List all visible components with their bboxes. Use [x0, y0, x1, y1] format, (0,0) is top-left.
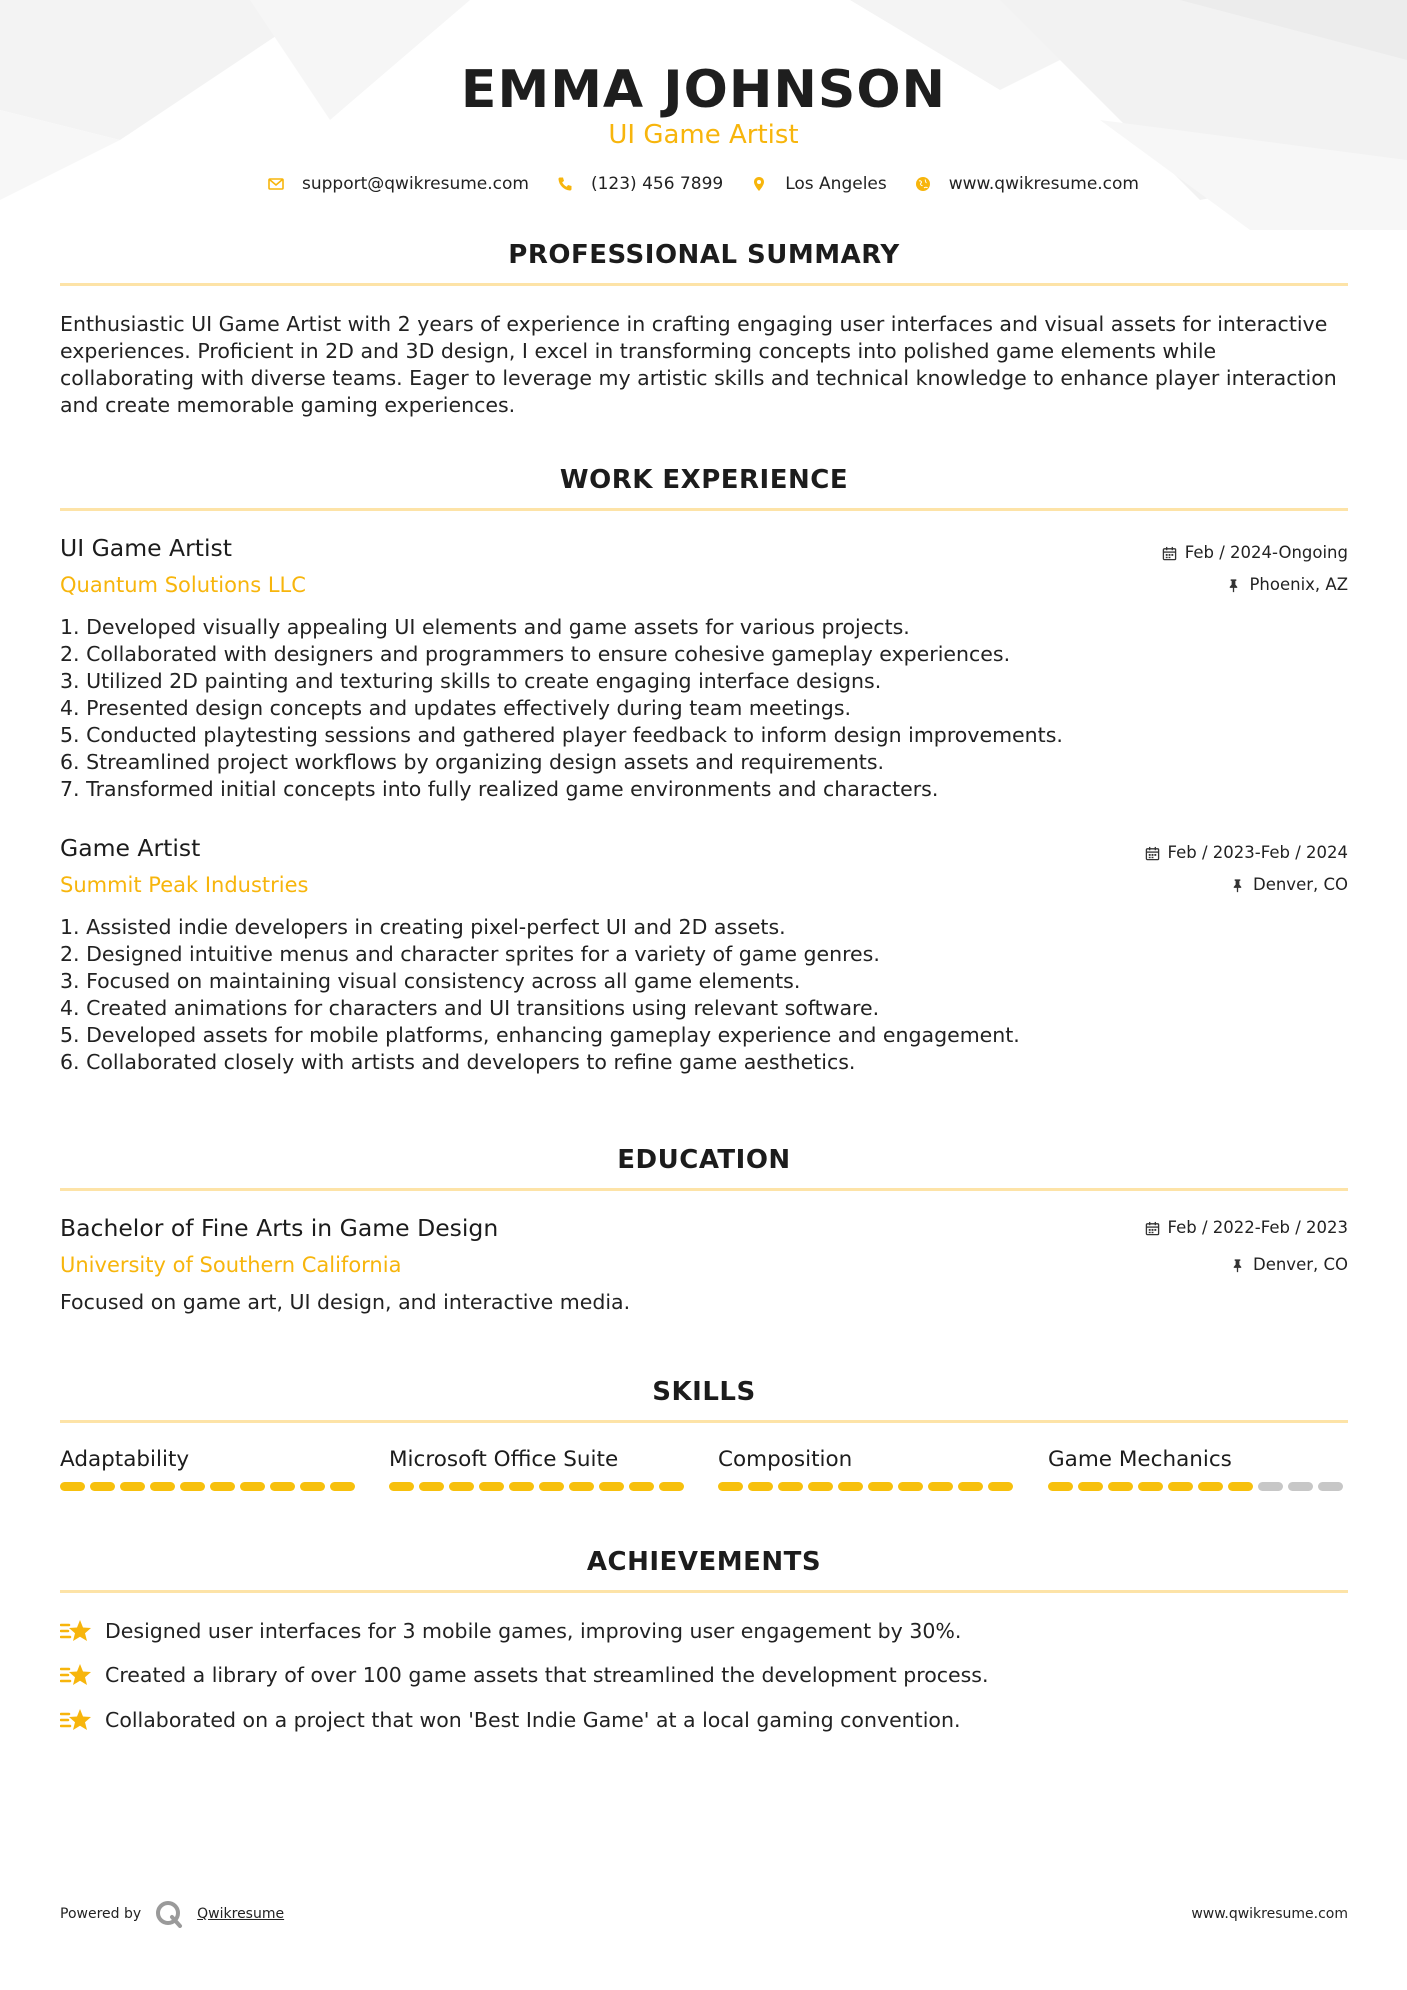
- globe-icon: [915, 176, 931, 192]
- list-item: 2. Collaborated with designers and programmers to ensure cohesive gameplay experiences.: [60, 642, 1011, 666]
- shooting-star-icon: [60, 1706, 92, 1734]
- education-dates: [1145, 1216, 1348, 1240]
- skill-rating-dot: [778, 1482, 803, 1491]
- education-dates-text: Feb / 2022-Feb / 2023: [1167, 1218, 1348, 1237]
- calendar-icon: [1145, 1221, 1160, 1236]
- skill-rating-dot: [539, 1482, 564, 1491]
- footer-website-link[interactable]: www.qwikresume.com: [1191, 1906, 1348, 1922]
- skill-rating-dot: [1078, 1482, 1103, 1491]
- calendar-icon: [1145, 846, 1160, 861]
- list-item: 6. Collaborated closely with artists and developers to refine game aesthetics.: [60, 1050, 856, 1074]
- envelope-icon: [268, 176, 284, 192]
- skill-item: [389, 1446, 689, 1491]
- achievement-item: [60, 1661, 1350, 1689]
- education-description: Focused on game art, UI design, and interactive media.: [60, 1290, 631, 1314]
- achievement-item: [60, 1617, 1350, 1645]
- map-pin-icon: [751, 176, 767, 192]
- website-text: www.qwikresume.com: [948, 174, 1139, 194]
- skill-name: Adaptability: [60, 1447, 190, 1472]
- shooting-star-icon: [60, 1661, 92, 1689]
- list-item: 2. Designed intuitive menus and character sprites for a variety of game genres.: [60, 942, 880, 966]
- list-item: 4. Created animations for characters and UI transitions using relevant software.: [60, 996, 880, 1020]
- job-dates: [1145, 841, 1348, 865]
- skill-rating-dot: [449, 1482, 474, 1491]
- job-title: UI Game Artist: [60, 534, 232, 562]
- list-item: 5. Developed assets for mobile platforms, enhancing gameplay experience and engagement.: [60, 1023, 1020, 1047]
- contact-email[interactable]: [268, 170, 529, 198]
- achievement-text: Designed user interfaces for 3 mobile games, improving user engagement by 30%.: [105, 1619, 962, 1643]
- skill-rating: [389, 1482, 689, 1491]
- skill-rating-dot: [1168, 1482, 1193, 1491]
- skill-rating-dot: [90, 1482, 115, 1491]
- skill-rating-dot: [270, 1482, 295, 1491]
- skill-item: [60, 1446, 360, 1491]
- job-location: [1230, 873, 1348, 897]
- skill-rating-dot: [1288, 1482, 1313, 1491]
- achievement-item: [60, 1706, 1350, 1734]
- experience-heading: WORK EXPERIENCE: [559, 465, 849, 495]
- skill-rating-dot: [1318, 1482, 1343, 1491]
- skill-rating-dot: [808, 1482, 833, 1491]
- skill-rating-dot: [1138, 1482, 1163, 1491]
- skill-rating-dot: [300, 1482, 325, 1491]
- contact-website[interactable]: [915, 170, 1139, 198]
- skill-rating: [1048, 1482, 1348, 1491]
- phone-icon: [557, 176, 573, 192]
- job-company: Quantum Solutions LLC: [60, 573, 306, 597]
- achievements-heading: ACHIEVEMENTS: [586, 1547, 822, 1577]
- skill-rating-dot: [479, 1482, 504, 1491]
- skill-rating-dot: [988, 1482, 1013, 1491]
- skill-rating-dot: [60, 1482, 85, 1491]
- education-location-text: Denver, CO: [1252, 1255, 1348, 1274]
- education-divider: [60, 1188, 1348, 1191]
- skill-rating: [60, 1482, 360, 1491]
- contact-bar: [0, 170, 1407, 198]
- summary-divider: [60, 283, 1348, 286]
- candidate-title: UI Game Artist: [608, 120, 799, 150]
- skill-rating: [718, 1482, 1018, 1491]
- skill-rating-dot: [1258, 1482, 1283, 1491]
- email-text: support@qwikresume.com: [302, 174, 529, 194]
- job-company: Summit Peak Industries: [60, 873, 309, 897]
- pushpin-icon: [1226, 578, 1241, 593]
- skill-rating-dot: [838, 1482, 863, 1491]
- job-location-text: Phoenix, AZ: [1249, 575, 1348, 594]
- skill-rating-dot: [898, 1482, 923, 1491]
- qwikresume-link[interactable]: Qwikresume: [197, 1906, 285, 1922]
- skill-name: Composition: [718, 1447, 853, 1472]
- contact-phone[interactable]: [557, 170, 723, 198]
- skill-name: Microsoft Office Suite: [389, 1447, 619, 1472]
- skill-rating-dot: [718, 1482, 743, 1491]
- skill-rating-dot: [509, 1482, 534, 1491]
- candidate-name: EMMA JOHNSON: [460, 60, 947, 120]
- job-responsibilities: [60, 914, 1350, 1076]
- skill-rating-dot: [748, 1482, 773, 1491]
- job-dates: [1162, 541, 1348, 565]
- skill-rating-dot: [210, 1482, 235, 1491]
- job-responsibilities: [60, 614, 1350, 803]
- skill-rating-dot: [150, 1482, 175, 1491]
- pushpin-icon: [1230, 878, 1245, 893]
- phone-text: (123) 456 7899: [590, 174, 724, 194]
- job-title: Game Artist: [60, 834, 201, 862]
- skill-item: [1048, 1446, 1348, 1491]
- skill-rating-dot: [389, 1482, 414, 1491]
- skill-rating-dot: [180, 1482, 205, 1491]
- shooting-star-icon: [60, 1617, 92, 1645]
- contact-location: [751, 170, 887, 198]
- skill-name: Game Mechanics: [1048, 1447, 1232, 1472]
- achievement-text: Collaborated on a project that won 'Best Indie Game' at a local gaming convention.: [105, 1708, 961, 1732]
- list-item: 1. Developed visually appealing UI elements and game assets for various projects.: [60, 615, 910, 639]
- list-item: 5. Conducted playtesting sessions and gathered player feedback to inform design improvements.: [60, 723, 1063, 747]
- skill-rating-dot: [1048, 1482, 1073, 1491]
- skill-rating-dot: [569, 1482, 594, 1491]
- footer-branding: [60, 1900, 284, 1928]
- qwikresume-logo-icon: [155, 1900, 183, 1928]
- education-location: [1230, 1253, 1348, 1277]
- job-dates-text: Feb / 2023-Feb / 2024: [1167, 843, 1348, 862]
- skill-rating-dot: [240, 1482, 265, 1491]
- skill-rating-dot: [419, 1482, 444, 1491]
- pushpin-icon: [1230, 1258, 1245, 1273]
- list-item: 3. Focused on maintaining visual consistency across all game elements.: [60, 969, 801, 993]
- location-text: Los Angeles: [785, 174, 887, 194]
- achievement-text: Created a library of over 100 game assets that streamlined the development process.: [105, 1663, 989, 1687]
- degree-title: Bachelor of Fine Arts in Game Design: [60, 1214, 499, 1242]
- experience-divider: [60, 508, 1348, 511]
- achievements-divider: [60, 1590, 1348, 1593]
- list-item: 3. Utilized 2D painting and texturing skills to create engaging interface designs.: [60, 669, 882, 693]
- list-item: 4. Presented design concepts and updates effectively during team meetings.: [60, 696, 852, 720]
- powered-by-label: Powered by: [60, 1906, 142, 1922]
- school-name: University of Southern California: [60, 1253, 402, 1277]
- skill-rating-dot: [599, 1482, 624, 1491]
- skills-heading: SKILLS: [652, 1377, 756, 1407]
- job-dates-text: Feb / 2024-Ongoing: [1184, 543, 1348, 562]
- skill-rating-dot: [330, 1482, 355, 1491]
- skill-rating-dot: [659, 1482, 684, 1491]
- calendar-icon: [1162, 546, 1177, 561]
- skill-rating-dot: [1198, 1482, 1223, 1491]
- skill-rating-dot: [928, 1482, 953, 1491]
- list-item: 1. Assisted indie developers in creating pixel-perfect UI and 2D assets.: [60, 915, 786, 939]
- skill-rating-dot: [120, 1482, 145, 1491]
- job-location: [1226, 573, 1348, 597]
- skills-divider: [60, 1420, 1348, 1423]
- list-item: 7. Transformed initial concepts into fully realized game environments and characters.: [60, 777, 939, 801]
- skill-rating-dot: [1228, 1482, 1253, 1491]
- list-item: 6. Streamlined project workflows by organizing design assets and requirements.: [60, 750, 885, 774]
- summary-text: Enthusiastic UI Game Artist with 2 years of experience in crafting engaging user interfaces and visual assets for interactive experiences. Proficient in 2D and 3D design, I excel in transforming concepts into polished game elements while collaborating with diverse teams. Eager to leverage my artistic skills and technical knowledge to enhance player interaction and create memorable gaming experiences.: [60, 312, 1337, 417]
- skill-item: [718, 1446, 1018, 1491]
- skill-rating-dot: [629, 1482, 654, 1491]
- job-location-text: Denver, CO: [1252, 875, 1348, 894]
- education-heading: EDUCATION: [617, 1145, 791, 1175]
- skill-rating-dot: [1108, 1482, 1133, 1491]
- summary-heading: PROFESSIONAL SUMMARY: [508, 240, 900, 270]
- skill-rating-dot: [958, 1482, 983, 1491]
- skill-rating-dot: [868, 1482, 893, 1491]
